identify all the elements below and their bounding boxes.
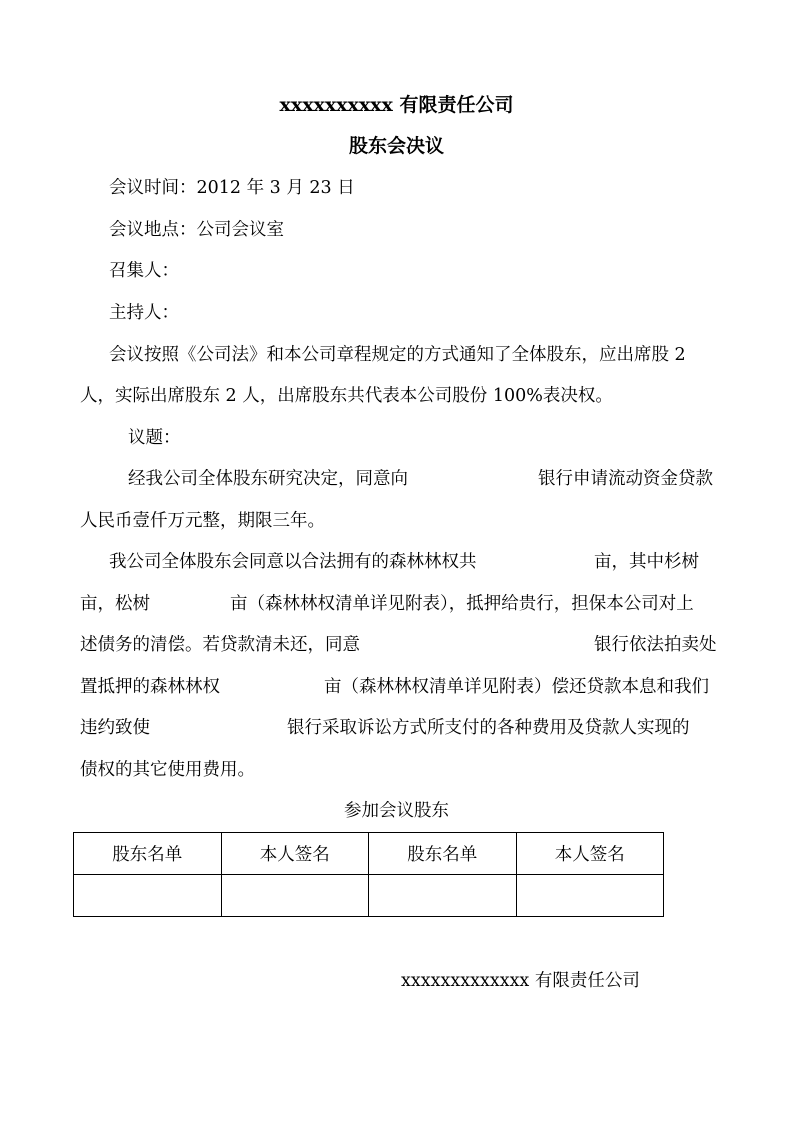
- table-header-cell: 股东名单: [369, 833, 517, 875]
- paragraph-mortgage-line-4a: 置抵押的森林林权: [80, 677, 220, 697]
- paragraph-mortgage-line-2b: 亩（森林林权清单详见附表），抵押给贵行，担保本公司对上: [230, 594, 694, 614]
- paragraph-mortgage-line-4b: 亩（森林林权清单详见附表）偿还贷款本息和我们: [324, 677, 709, 697]
- paragraph-mortgage-line-5b: 银行采取诉讼方式所支付的各种费用及贷款人实现的: [287, 718, 690, 738]
- paragraph-mortgage-line-3b: 银行依法拍卖处: [594, 635, 717, 655]
- company-name-heading: xxxxxxxxxx 有限责任公司: [279, 94, 514, 116]
- shareholder-name-cell[interactable]: [74, 875, 222, 917]
- company-signature: xxxxxxxxxxxxx 有限责任公司: [401, 971, 640, 991]
- shareholders-table: [73, 832, 664, 917]
- table-header-cell: 股东名单: [74, 833, 222, 875]
- signature-cell[interactable]: [221, 875, 369, 917]
- paragraph-loan-line-1b: 银行申请流动资金贷款: [538, 469, 713, 489]
- table-row: [74, 875, 664, 917]
- paragraph-notice-line-1: 会议按照《公司法》和本公司章程规定的方式通知了全体股东，应出席股 2: [109, 345, 686, 365]
- paragraph-mortgage-line-1a: 我公司全体股东会同意以合法拥有的森林林权共: [109, 552, 477, 572]
- meeting-time: 会议时间：2012 年 3 月 23 日: [109, 178, 355, 198]
- paragraph-loan-line-1a: 经我公司全体股东研究决定，同意向: [128, 469, 408, 489]
- table-header-row: [74, 833, 664, 875]
- table-header-cell: 本人签名: [221, 833, 369, 875]
- paragraph-mortgage-line-3a: 述债务的清偿。若贷款清未还，同意: [80, 635, 360, 655]
- meeting-host: 主持人：: [109, 303, 179, 323]
- paragraph-notice-line-2: 人，实际出席股东 2 人，出席股东共代表本公司股份 100%表决权。: [80, 386, 613, 406]
- shareholders-caption: 参加会议股东: [344, 801, 449, 821]
- meeting-convener: 召集人：: [109, 261, 179, 281]
- signature-cell[interactable]: [516, 875, 664, 917]
- paragraph-mortgage-line-6: 债权的其它使用费用。: [80, 760, 255, 780]
- shareholder-name-cell[interactable]: [369, 875, 517, 917]
- agenda-label: 议题：: [128, 428, 181, 448]
- paragraph-mortgage-line-2a: 亩，松树: [80, 594, 150, 614]
- paragraph-loan-line-2: 人民币壹仟万元整，期限三年。: [80, 511, 325, 531]
- table-header-cell: 本人签名: [516, 833, 664, 875]
- document-title: 股东会决议: [348, 135, 444, 157]
- paragraph-mortgage-line-5a: 违约致使: [80, 718, 150, 738]
- meeting-place: 会议地点：公司会议室: [109, 220, 284, 240]
- paragraph-mortgage-line-1b: 亩，其中杉树: [594, 552, 699, 572]
